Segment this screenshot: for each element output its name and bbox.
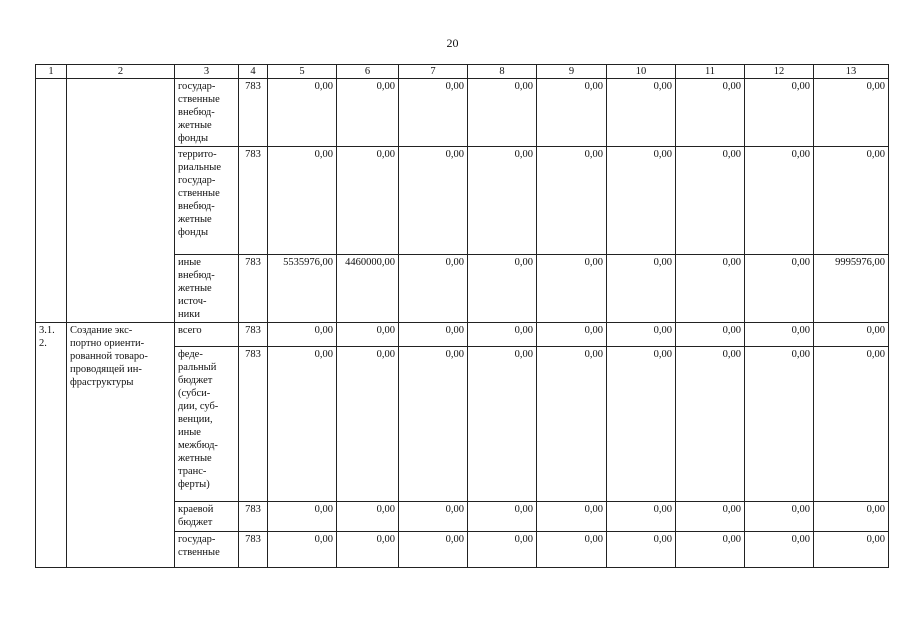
amount-cell: 0,00 (745, 147, 814, 255)
header-cell-1: 1 (36, 65, 67, 79)
code-cell: 783 (239, 347, 268, 502)
amount-cell: 0,00 (537, 323, 607, 347)
amount-cell: 0,00 (337, 79, 399, 147)
funding-source-cell: краевой бюджет (175, 502, 239, 532)
amount-cell: 0,00 (537, 147, 607, 255)
amount-cell: 0,00 (676, 147, 745, 255)
header-cell-12: 12 (745, 65, 814, 79)
header-cell-4: 4 (239, 65, 268, 79)
header-row (36, 65, 889, 79)
amount-cell: 0,00 (745, 532, 814, 568)
code-cell: 783 (239, 79, 268, 147)
amount-cell: 0,00 (814, 79, 889, 147)
amount-cell: 0,00 (537, 255, 607, 323)
amount-cell: 0,00 (814, 323, 889, 347)
amount-cell: 0,00 (607, 347, 676, 502)
amount-cell: 0,00 (676, 323, 745, 347)
amount-cell: 0,00 (676, 79, 745, 147)
amount-cell: 0,00 (268, 502, 337, 532)
amount-cell: 0,00 (468, 79, 537, 147)
amount-cell: 0,00 (537, 532, 607, 568)
amount-cell: 0,00 (607, 147, 676, 255)
amount-cell: 0,00 (399, 255, 468, 323)
funding-source-cell: террито- риальные государ- ственные внебюд- жетные фонды (175, 147, 239, 255)
amount-cell: 0,00 (468, 323, 537, 347)
page-number: 20 (446, 36, 459, 50)
amount-cell: 0,00 (745, 255, 814, 323)
amount-cell: 0,00 (607, 502, 676, 532)
code-cell: 783 (239, 532, 268, 568)
amount-cell: 5535976,00 (268, 255, 337, 323)
activity-name-cell (67, 79, 175, 323)
amount-cell: 0,00 (676, 532, 745, 568)
header-cell-3: 3 (175, 65, 239, 79)
amount-cell: 0,00 (607, 79, 676, 147)
row-number-cell (36, 79, 67, 323)
code-cell: 783 (239, 255, 268, 323)
amount-cell: 0,00 (268, 323, 337, 347)
amount-cell: 0,00 (607, 323, 676, 347)
amount-cell: 0,00 (399, 502, 468, 532)
budget-table (35, 64, 889, 568)
header-cell-13: 13 (814, 65, 889, 79)
amount-cell: 0,00 (814, 347, 889, 502)
header-cell-5: 5 (268, 65, 337, 79)
funding-source-cell: всего (175, 323, 239, 347)
amount-cell: 0,00 (676, 502, 745, 532)
amount-cell: 0,00 (337, 532, 399, 568)
amount-cell: 0,00 (607, 532, 676, 568)
funding-source-cell: иные внебюд- жетные источ- ники (175, 255, 239, 323)
amount-cell: 0,00 (268, 347, 337, 502)
header-cell-9: 9 (537, 65, 607, 79)
amount-cell: 0,00 (814, 502, 889, 532)
amount-cell: 0,00 (607, 255, 676, 323)
header-cell-6: 6 (337, 65, 399, 79)
amount-cell: 0,00 (337, 347, 399, 502)
header-cell-10: 10 (607, 65, 676, 79)
header-cell-11: 11 (676, 65, 745, 79)
amount-cell: 0,00 (537, 347, 607, 502)
amount-cell: 4460000,00 (337, 255, 399, 323)
amount-cell: 0,00 (468, 502, 537, 532)
amount-cell: 0,00 (399, 532, 468, 568)
amount-cell: 0,00 (814, 147, 889, 255)
funding-source-cell: феде- ральный бюджет (субси- дии, суб- венции, иные межбюд- жетные транс- ферты) (175, 347, 239, 502)
amount-cell: 0,00 (468, 347, 537, 502)
amount-cell: 0,00 (676, 347, 745, 502)
amount-cell: 0,00 (399, 79, 468, 147)
row-number-cell: 3.1. 2. (36, 323, 67, 568)
code-cell: 783 (239, 323, 268, 347)
funding-source-cell: государ- ственные внебюд- жетные фонды (175, 79, 239, 147)
amount-cell: 0,00 (399, 323, 468, 347)
amount-cell: 0,00 (268, 532, 337, 568)
amount-cell: 9995976,00 (814, 255, 889, 323)
amount-cell: 0,00 (676, 255, 745, 323)
amount-cell: 0,00 (745, 79, 814, 147)
amount-cell: 0,00 (399, 147, 468, 255)
header-cell-8: 8 (468, 65, 537, 79)
amount-cell: 0,00 (537, 502, 607, 532)
amount-cell: 0,00 (468, 255, 537, 323)
amount-cell: 0,00 (468, 532, 537, 568)
table-row (36, 323, 889, 347)
amount-cell: 0,00 (268, 147, 337, 255)
header-cell-2: 2 (67, 65, 175, 79)
amount-cell: 0,00 (399, 347, 468, 502)
amount-cell: 0,00 (337, 502, 399, 532)
code-cell: 783 (239, 147, 268, 255)
funding-source-cell: государ- ственные (175, 532, 239, 568)
code-cell: 783 (239, 502, 268, 532)
amount-cell: 0,00 (537, 79, 607, 147)
amount-cell: 0,00 (814, 532, 889, 568)
header-cell-7: 7 (399, 65, 468, 79)
amount-cell: 0,00 (268, 79, 337, 147)
activity-name-cell: Создание экс- портно ориенти- рованной товаро- проводящей ин- фраструктуры (67, 323, 175, 568)
table-row (36, 79, 889, 147)
amount-cell: 0,00 (745, 502, 814, 532)
amount-cell: 0,00 (337, 147, 399, 255)
amount-cell: 0,00 (468, 147, 537, 255)
amount-cell: 0,00 (745, 323, 814, 347)
amount-cell: 0,00 (337, 323, 399, 347)
amount-cell: 0,00 (745, 347, 814, 502)
